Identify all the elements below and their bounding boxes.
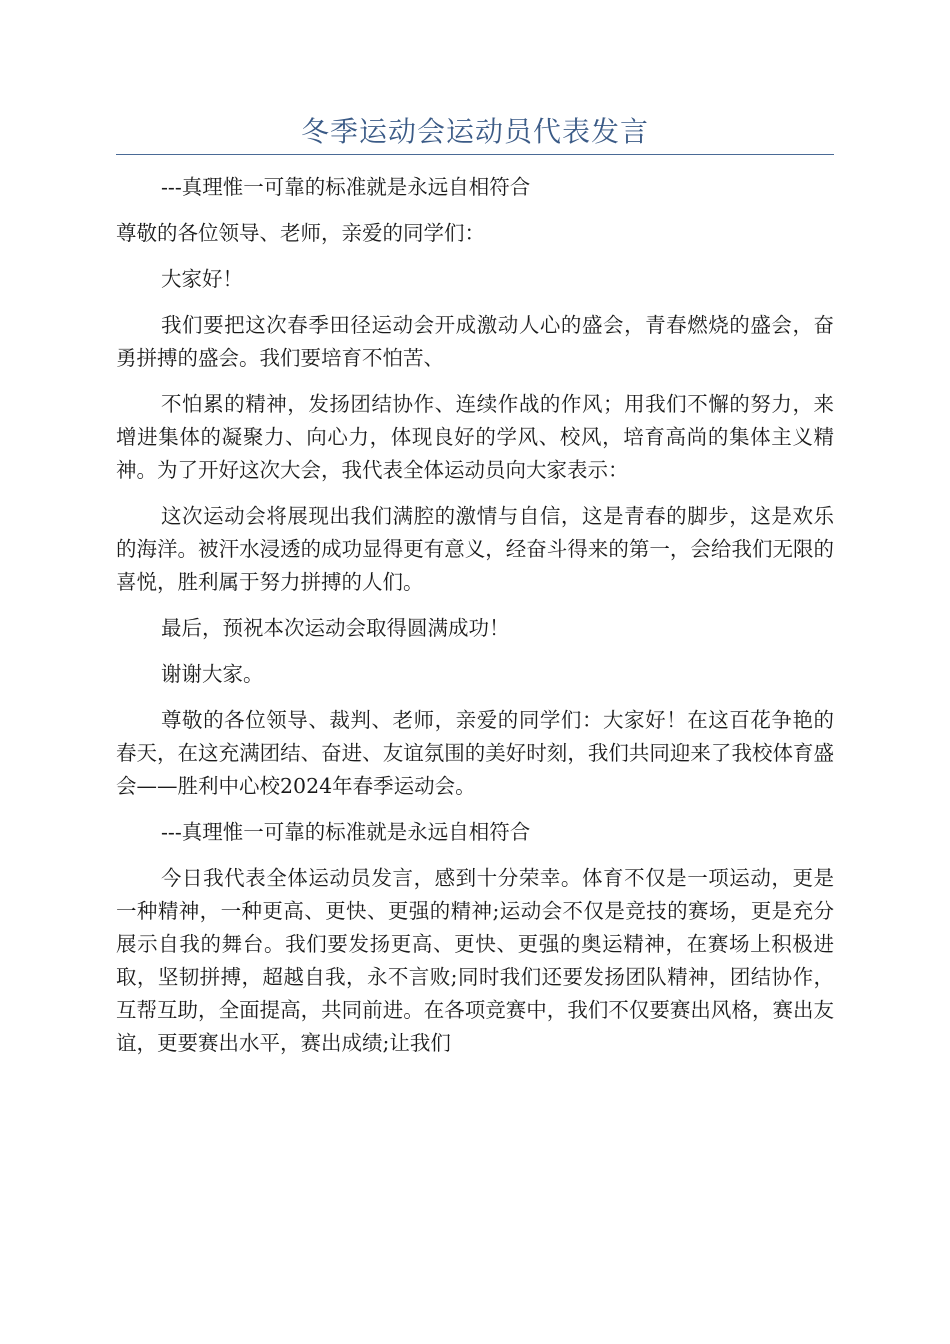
document-body <box>116 171 834 1073</box>
paragraph: 这次运动会将展现出我们满腔的激情与自信，这是青春的脚步，这是欢乐的海洋。被汗水浸透的成功显得更有意义，经奋斗得来的第一，会给我们无限的喜悦，胜利属于努力拼搏的人们。 <box>116 504 834 594</box>
paragraph: ---真理惟一可靠的标准就是永远自相符合 <box>161 175 531 199</box>
paragraph: 谢谢大家。 <box>161 662 264 686</box>
paragraph: 大家好！ <box>161 267 243 291</box>
paragraph: 尊敬的各位领导、老师，亲爱的同学们： <box>116 221 485 245</box>
title-underline <box>116 154 834 155</box>
paragraph: 我们要把这次春季田径运动会开成激动人心的盛会，青春燃烧的盛会，奋勇拼搏的盛会。我们要培育不怕苦、 <box>116 313 834 370</box>
paragraph: 不怕累的精神，发扬团结协作、连续作战的作风；用我们不懈的努力，来增进集体的凝聚力、向心力，体现良好的学风、校风，培育高尚的集体主义精神。为了开好这次大会，我代表全体运动员向大家表示： <box>116 392 834 482</box>
paragraph: 尊敬的各位领导、裁判、老师，亲爱的同学们：大家好！在这百花争艳的春天，在这充满团结、奋进、友谊氛围的美好时刻，我们共同迎来了我校体育盛会——胜利中心校2024年春季运动会。 <box>116 708 834 798</box>
document-title: 冬季运动会运动员代表发言 <box>300 115 649 148</box>
paragraph: 今日我代表全体运动员发言，感到十分荣幸。体育不仅是一项运动，更是一种精神，一种更高、更快、更强的精神;运动会不仅是竞技的赛场，更是充分展示自我的舞台。我们要发扬更高、更快、更强的奥运精神，在赛场上积极进取，坚韧拼搏，超越自我，永不言败;同时我们还要发扬团队精神，团结协作，互帮互助，全面提高，共同前进。在各项竞赛中，我们不仅要赛出风格，赛出友谊，更要赛出水平，赛出成绩;让我们 <box>116 866 834 1055</box>
paragraph: 最后，预祝本次运动会取得圆满成功！ <box>161 616 510 640</box>
paragraph: ---真理惟一可靠的标准就是永远自相符合 <box>161 820 531 844</box>
